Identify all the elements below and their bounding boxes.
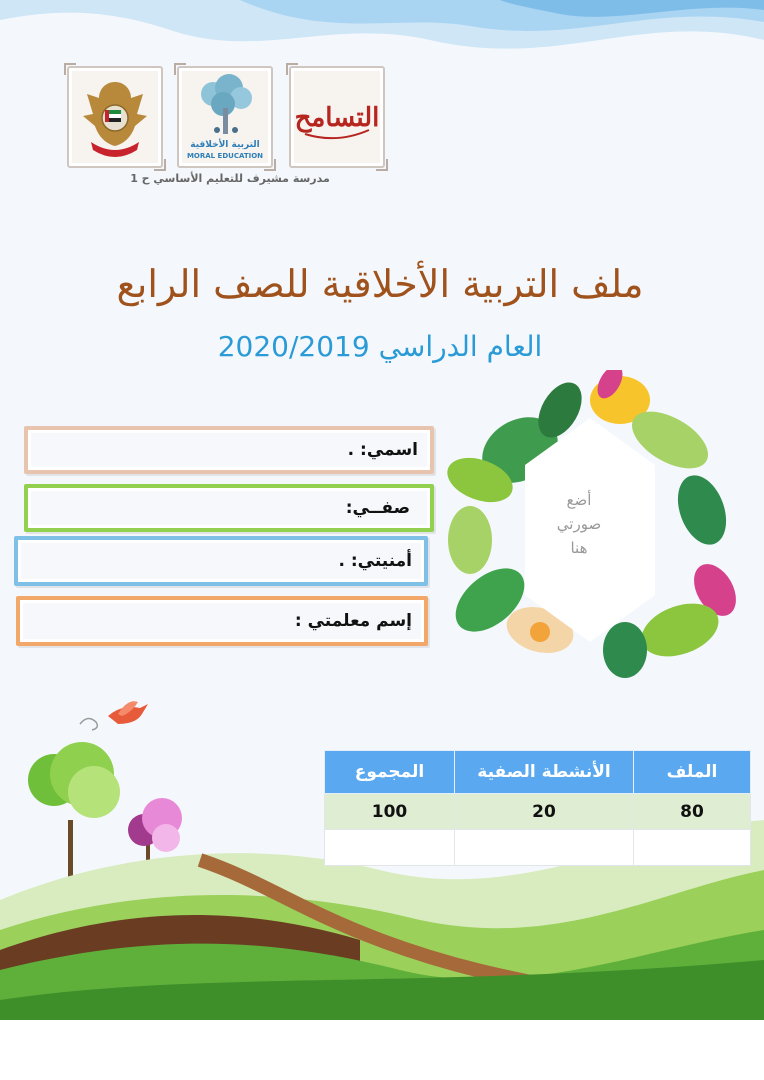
photo-placeholder[interactable] xyxy=(524,488,634,560)
uae-emblem-icon xyxy=(69,68,161,166)
empty-cell-activities[interactable] xyxy=(455,830,634,866)
grades-empty-row xyxy=(325,830,751,866)
value-activities: 20 xyxy=(455,794,634,830)
value-file: 80 xyxy=(634,794,751,830)
header-activities: الأنشطة الصفية xyxy=(455,751,634,794)
photo-text-line2: صورتي xyxy=(556,515,602,533)
svg-text:التسامح: التسامح xyxy=(294,103,380,133)
photo-text-line3: هنا xyxy=(570,539,588,557)
tolerance-logo xyxy=(289,66,385,168)
svg-text:التربية الأخلاقية: التربية الأخلاقية xyxy=(190,140,260,150)
name-label: اسمي: . xyxy=(347,440,418,460)
class-label: صفــي: xyxy=(345,498,410,518)
wish-label: أمنيتي: . xyxy=(338,551,412,571)
value-total: 100 xyxy=(325,794,455,830)
empty-cell-file[interactable] xyxy=(634,830,751,866)
photo-text-line1: أضع xyxy=(566,491,592,509)
uae-emblem-logo xyxy=(67,66,163,168)
grades-header-row xyxy=(325,751,751,794)
header-file: الملف xyxy=(634,751,751,794)
header-total: المجموع xyxy=(325,751,455,794)
academic-year: العام الدراسي 2020/2019 xyxy=(217,330,543,363)
grades-table xyxy=(324,750,751,866)
name-field[interactable] xyxy=(24,426,434,474)
empty-cell-total[interactable] xyxy=(325,830,455,866)
moral-education-logo xyxy=(177,66,273,168)
teacher-label: إسم معلمتي : xyxy=(294,611,412,631)
teacher-field[interactable] xyxy=(16,596,428,646)
moral-education-tree-icon xyxy=(179,68,271,166)
tolerance-calligraphy-icon xyxy=(291,68,383,166)
grades-values-row xyxy=(325,794,751,830)
svg-text:MORAL EDUCATION: MORAL EDUCATION xyxy=(186,152,264,160)
class-field[interactable] xyxy=(24,484,434,532)
document-title: ملف التربية الأخلاقية للصف الرابع xyxy=(116,262,644,306)
school-name: مدرسة مشيرف للتعليم الأساسي ح 1 xyxy=(130,172,330,185)
wish-field[interactable] xyxy=(14,536,428,586)
bird-icon xyxy=(78,694,150,734)
